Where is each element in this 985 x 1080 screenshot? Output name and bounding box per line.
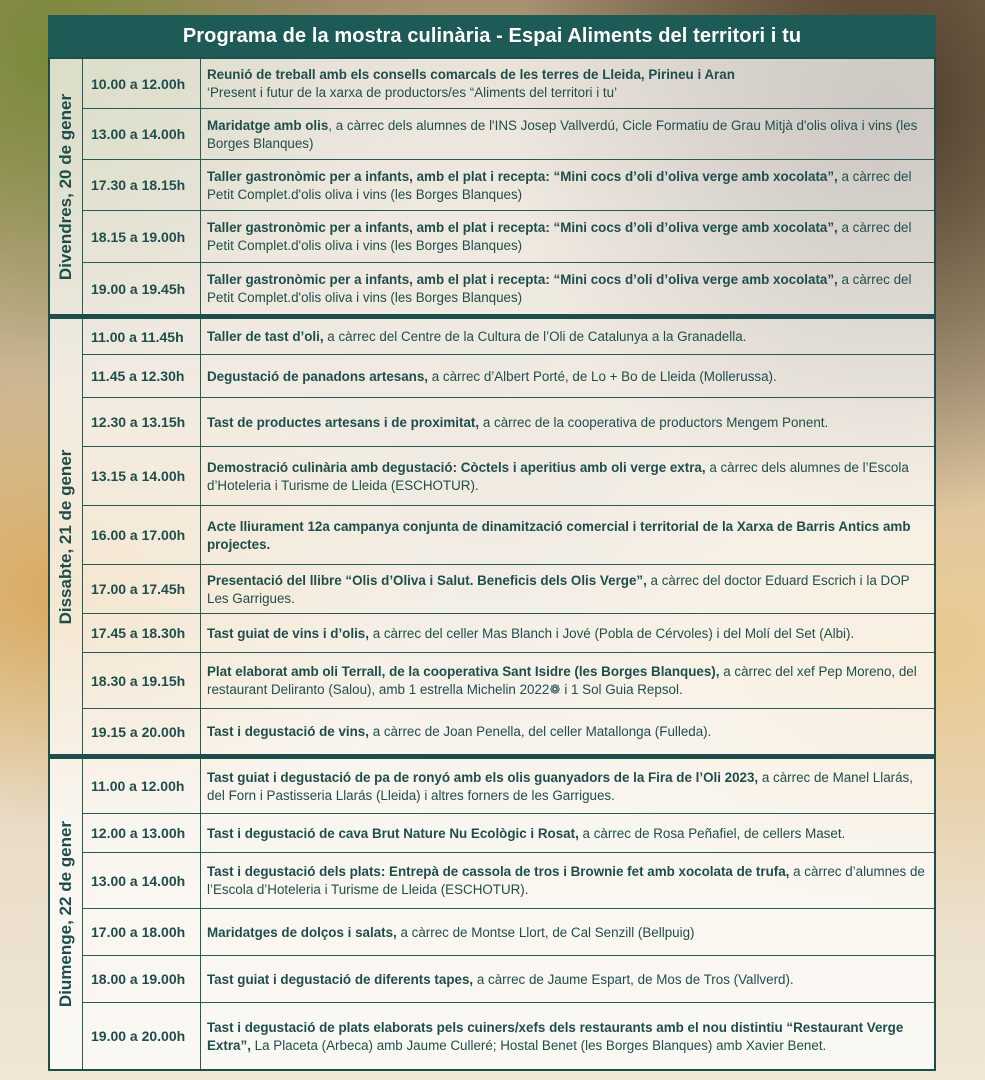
row-detail: a càrrec del Centre de la Cultura de l’Oli de Catalunya a la Granadella. bbox=[323, 329, 747, 344]
row-title: Reunió de treball amb els consells comarcals de les terres de Lleida, Pirineu i Aran bbox=[207, 67, 735, 82]
day-label bbox=[50, 759, 83, 1069]
row-title: Taller gastronòmic per a infants, amb el plat i recepta: “Mini cocs d’oli d’oliva verge amb xocolata”, bbox=[207, 272, 838, 287]
row-description bbox=[201, 506, 934, 564]
row-detail: , a càrrec dels alumnes de l'INS Josep Vallverdú, Cicle Formatiu de Grau Mitjà d'olis oliva i vins (les Borges Blanques) bbox=[207, 117, 918, 151]
row-detail: a càrrec de Joan Penella, del celler Matallonga (Fulleda). bbox=[368, 724, 712, 739]
row-time: 17.00 a 17.45h bbox=[83, 565, 201, 613]
row-time: 18.30 a 19.15h bbox=[83, 653, 201, 708]
day-label bbox=[50, 319, 83, 754]
day-section-friday bbox=[48, 57, 936, 314]
table-row bbox=[83, 319, 934, 355]
table-row bbox=[83, 160, 934, 211]
row-time: 17.30 a 18.15h bbox=[83, 160, 201, 210]
row-description bbox=[201, 909, 934, 955]
table-row bbox=[83, 447, 934, 506]
row-time: 13.00 a 14.00h bbox=[83, 853, 201, 908]
row-detail: a càrrec del doctor Eduard Escrich i la DOP Les Garrigues. bbox=[207, 572, 910, 606]
row-detail: a càrrec de Jaume Espart, de Mos de Tros (Vallverd). bbox=[473, 971, 794, 987]
row-description bbox=[201, 398, 934, 446]
row-detail: a càrrec del Petit Complet.d'olis oliva i vins (les Borges Blanques) bbox=[207, 168, 912, 202]
table-row bbox=[83, 506, 934, 565]
row-time: 17.00 a 18.00h bbox=[83, 909, 201, 955]
row-description bbox=[201, 709, 934, 754]
row-detail: a càrrec del Petit Complet.d'olis oliva i vins (les Borges Blanques) bbox=[207, 272, 912, 305]
row-title: Tast guiat i degustació de pa de ronyó amb els olis guanyadors de la Fira de l’Oli 2023, bbox=[207, 769, 759, 785]
table-row bbox=[83, 956, 934, 1003]
table-row bbox=[83, 614, 934, 653]
row-detail: a càrrec d’Albert Porté, de Lo + Bo de Lleida (Mollerussa). bbox=[428, 368, 777, 384]
row-title: Taller de tast d’oli, bbox=[207, 329, 324, 344]
table-row bbox=[83, 1003, 934, 1069]
row-description bbox=[201, 814, 934, 852]
row-time: 19.00 a 20.00h bbox=[83, 1003, 201, 1069]
table-row bbox=[83, 263, 934, 314]
day-label-text: Dissabte, 21 de gener bbox=[56, 449, 75, 624]
table-row bbox=[83, 211, 934, 263]
row-title: Plat elaborat amb oli Terrall, de la cooperativa Sant Isidre (les Borges Blanques), bbox=[207, 664, 720, 679]
row-time: 16.00 a 17.00h bbox=[83, 506, 201, 564]
row-description bbox=[201, 355, 934, 397]
row-description bbox=[201, 653, 934, 708]
row-title: Tast guiat i degustació de diferents tapes, bbox=[207, 971, 474, 987]
row-title: Maridatge amb olis bbox=[207, 117, 329, 133]
row-title: Tast i degustació de plats elaborats pels cuiners/xefs dels restaurants amb el nou distintiu “Restaurant Verge Extra”, bbox=[207, 1019, 904, 1053]
row-description bbox=[201, 759, 934, 813]
row-detail: a càrrec de Montse Llort, de Cal Senzill (Bellpuig) bbox=[396, 924, 695, 940]
row-title: Tast i degustació dels plats: Entrepà de cassola de tros i Brownie fet amb xocolata de trufa, bbox=[207, 864, 790, 879]
program-table bbox=[48, 15, 936, 1071]
row-time: 10.00 a 12.00h bbox=[83, 59, 201, 108]
table-row bbox=[83, 853, 934, 909]
table-row bbox=[83, 814, 934, 853]
row-detail: a càrrec del Petit Complet.d'olis oliva i vins (les Borges Blanques) bbox=[207, 220, 912, 253]
row-description bbox=[201, 160, 934, 210]
table-row bbox=[83, 653, 934, 709]
day-label bbox=[50, 59, 83, 314]
row-description bbox=[201, 59, 934, 108]
row-title: Degustació de panadons artesans, bbox=[207, 368, 429, 384]
table-row bbox=[83, 759, 934, 814]
row-title: Tast i degustació de vins, bbox=[207, 724, 369, 739]
row-description bbox=[201, 109, 934, 159]
row-detail: a càrrec dels alumnes de l’Escola d’Hoteleria i Turisme de Lleida (ESCHOTUR). bbox=[207, 459, 909, 493]
row-time: 13.00 a 14.00h bbox=[83, 109, 201, 159]
row-title: Acte lliurament 12a campanya conjunta de dinamització comercial i territorial de la Xarxa de Barris Antics amb projectes. bbox=[207, 518, 911, 552]
row-detail: a càrrec d’alumnes de l’Escola d’Hoteleria i Turisme de Lleida (ESCHOTUR). bbox=[207, 864, 925, 897]
row-title: Maridatges de dolços i salats, bbox=[207, 924, 397, 940]
row-title: Tast de productes artesans i de proximitat, bbox=[207, 414, 480, 430]
row-description bbox=[201, 565, 934, 613]
row-title: Tast i degustació de cava Brut Nature Nu Ecològic i Rosat, bbox=[207, 825, 579, 841]
row-description bbox=[201, 956, 934, 1002]
row-description bbox=[201, 211, 934, 262]
table-row bbox=[83, 59, 934, 109]
row-detail: a càrrec del xef Pep Moreno, del restaurant Deliranto (Salou), amb 1 estrella Michelin 2022❁ i 1 Sol Guia Repsol. bbox=[207, 664, 917, 697]
row-time: 11.00 a 12.00h bbox=[83, 759, 201, 813]
row-description bbox=[201, 1003, 934, 1069]
row-time: 11.00 a 11.45h bbox=[83, 319, 201, 354]
program-title: Programa de la mostra culinària - Espai Aliments del territori i tu bbox=[48, 15, 936, 57]
table-row bbox=[83, 109, 934, 160]
row-detail: a càrrec del celler Mas Blanch i Jové (Pobla de Cérvoles) i del Molí del Set (Albi). bbox=[368, 625, 855, 641]
row-subtitle: ‘Present i futur de la xarxa de productors/es “Aliments del territori i tu’ bbox=[207, 85, 618, 100]
row-description bbox=[201, 853, 934, 908]
row-time: 18.00 a 19.00h bbox=[83, 956, 201, 1002]
row-time: 11.45 a 12.30h bbox=[83, 355, 201, 397]
row-detail: La Placeta (Arbeca) amb Jaume Culleré; Hostal Benet (les Borges Blanques) amb Xavier Benet. bbox=[250, 1037, 827, 1053]
row-time: 17.45 a 18.30h bbox=[83, 614, 201, 652]
table-row bbox=[83, 909, 934, 956]
row-time: 12.30 a 13.15h bbox=[83, 398, 201, 446]
row-description bbox=[201, 319, 934, 354]
day-label-text: Diumenge, 22 de gener bbox=[56, 820, 75, 1008]
row-detail: a càrrec de la cooperativa de productors Mengem Ponent. bbox=[479, 414, 829, 430]
row-description bbox=[201, 447, 934, 505]
row-description bbox=[201, 614, 934, 652]
row-title: Taller gastronòmic per a infants, amb el plat i recepta: “Mini cocs d’oli d’oliva verge amb xocolata”, bbox=[207, 168, 838, 184]
table-row bbox=[83, 355, 934, 398]
day-section-sunday bbox=[48, 754, 936, 1071]
row-detail: a càrrec de Rosa Peñafiel, de cellers Maset. bbox=[578, 825, 846, 841]
row-time: 12.00 a 13.00h bbox=[83, 814, 201, 852]
row-time: 18.15 a 19.00h bbox=[83, 211, 201, 262]
row-title: Presentació del llibre “Olis d’Oliva i Salut. Beneficis dels Olis Verge”, bbox=[207, 572, 647, 588]
row-title: Taller gastronòmic per a infants, amb el plat i recepta: “Mini cocs d’oli d’oliva verge amb xocolata”, bbox=[207, 220, 838, 235]
row-title: Tast guiat de vins i d’olis, bbox=[207, 625, 369, 641]
table-row bbox=[83, 398, 934, 447]
table-row bbox=[83, 565, 934, 614]
table-row bbox=[83, 709, 934, 754]
row-time: 19.15 a 20.00h bbox=[83, 709, 201, 754]
row-time: 13.15 a 14.00h bbox=[83, 447, 201, 505]
row-detail: a càrrec de Manel Llarás, del Forn i Pastisseria Llarás (Lleida) i altres forners de les Garrigues. bbox=[207, 769, 913, 803]
day-section-saturday bbox=[48, 314, 936, 754]
row-title: Demostració culinària amb degustació: Còctels i aperitius amb oli verge extra, bbox=[207, 459, 706, 475]
row-description bbox=[201, 263, 934, 314]
row-time: 19.00 a 19.45h bbox=[83, 263, 201, 314]
day-label-text: Divendres, 20 de gener bbox=[56, 93, 75, 280]
